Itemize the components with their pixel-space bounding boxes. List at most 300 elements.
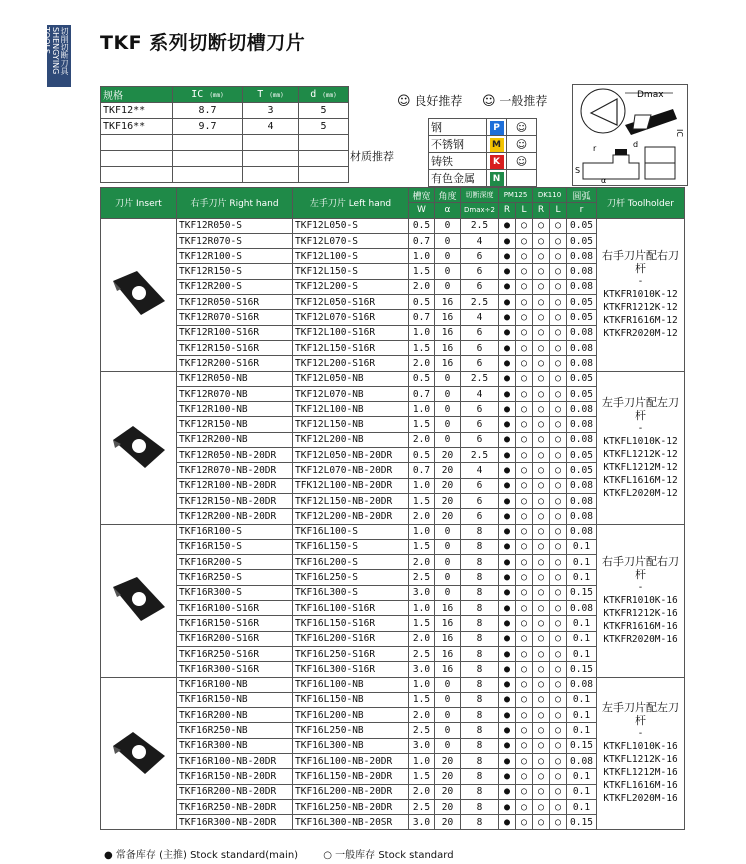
corner-radius: 0.15 <box>567 585 597 600</box>
right-hand-code: TKF12R200-NB <box>177 432 293 447</box>
toolholder-cell <box>597 371 685 524</box>
spec-header-t: T (mm) <box>243 87 299 103</box>
angle: 16 <box>435 325 461 340</box>
cut-depth: 6 <box>461 340 499 355</box>
right-hand-code: TKF16R250-S <box>177 570 293 585</box>
angle: 20 <box>435 463 461 478</box>
spec-ic: 8.7 <box>173 103 243 119</box>
dk110-l-stock: ○ <box>550 264 567 279</box>
table-header-row <box>101 188 685 203</box>
table-row <box>101 524 685 539</box>
corner-radius: 0.05 <box>567 448 597 463</box>
corner-radius: 0.08 <box>567 753 597 768</box>
header-right-hand: 右手刀片 Right hand <box>177 188 293 219</box>
angle: 20 <box>435 784 461 799</box>
dk110-r-stock: ○ <box>533 753 550 768</box>
right-hand-code: TKF12R100-S <box>177 249 293 264</box>
dk110-l-stock: ○ <box>550 570 567 585</box>
angle: 0 <box>435 249 461 264</box>
normal-recommend: ☺ 一般推荐 <box>482 94 548 109</box>
dk110-r-stock: ○ <box>533 233 550 248</box>
corner-radius: 0.05 <box>567 463 597 478</box>
angle: 0 <box>435 233 461 248</box>
corner-radius: 0.08 <box>567 279 597 294</box>
pm125-l-stock: ○ <box>516 417 533 432</box>
cut-depth: 8 <box>461 631 499 646</box>
left-hand-code: TKF12L100-NB <box>293 402 409 417</box>
pm125-r-stock: ● <box>499 555 516 570</box>
insert-image <box>101 524 177 677</box>
pm125-r-stock: ● <box>499 799 516 814</box>
grade-n-badge: N <box>490 172 504 186</box>
dk110-l-stock: ○ <box>550 295 567 310</box>
insert-diagram <box>572 84 688 186</box>
pm125-r-stock: ● <box>499 570 516 585</box>
header-insert: 刀片 Insert <box>101 188 177 219</box>
angle: 0 <box>435 417 461 432</box>
right-hand-code: TKF12R070-NB <box>177 386 293 401</box>
material-name: 钢 <box>429 119 487 136</box>
dk110-r-stock: ○ <box>533 463 550 478</box>
dk110-l-stock: ○ <box>550 524 567 539</box>
pm125-r-stock: ● <box>499 417 516 432</box>
groove-width: 0.7 <box>409 463 435 478</box>
groove-width: 0.7 <box>409 233 435 248</box>
left-hand-code: TKF12L200-NB <box>293 432 409 447</box>
corner-radius: 0.08 <box>567 493 597 508</box>
corner-radius: 0.1 <box>567 570 597 585</box>
subheader-l2: L <box>550 203 567 218</box>
dk110-r-stock: ○ <box>533 585 550 600</box>
dk110-l-stock: ○ <box>550 509 567 524</box>
left-hand-code: TKF12L200-S16R <box>293 356 409 371</box>
corner-radius: 0.1 <box>567 769 597 784</box>
dk110-r-stock: ○ <box>533 570 550 585</box>
cut-depth: 6 <box>461 264 499 279</box>
groove-width: 3.0 <box>409 662 435 677</box>
corner-radius: 0.1 <box>567 646 597 661</box>
alpha-label: α <box>601 176 607 185</box>
corner-radius: 0.1 <box>567 723 597 738</box>
pm125-l-stock: ○ <box>516 478 533 493</box>
corner-radius: 0.08 <box>567 417 597 432</box>
angle: 16 <box>435 616 461 631</box>
right-hand-code: TKF12R050-S16R <box>177 295 293 310</box>
dk110-l-stock: ○ <box>550 371 567 386</box>
dk110-r-stock: ○ <box>533 799 550 814</box>
toolholder-code: KTKFL1212M-16 <box>603 767 678 779</box>
angle: 20 <box>435 769 461 784</box>
left-hand-code: TKF16L200-NB <box>293 708 409 723</box>
dk110-l-stock: ○ <box>550 493 567 508</box>
pm125-r-stock: ● <box>499 295 516 310</box>
smiley-normal-icon: ☺ <box>482 94 496 109</box>
dk110-r-stock: ○ <box>533 692 550 707</box>
header-pm125: PM125 <box>499 188 533 203</box>
header-radius: 圆弧 <box>567 188 597 203</box>
groove-width: 2.0 <box>409 631 435 646</box>
corner-radius: 0.1 <box>567 784 597 799</box>
angle: 0 <box>435 738 461 753</box>
pm125-l-stock: ○ <box>516 295 533 310</box>
toolholder-code: KTKFR1010K-16 <box>603 595 678 607</box>
cut-depth: 8 <box>461 585 499 600</box>
spec-header-name: 规格 <box>101 87 173 103</box>
toolholder-code: KTKFL1010K-16 <box>603 741 678 753</box>
toolholder-code: KTKFL1616M-12 <box>603 474 678 486</box>
subheader-l1: L <box>516 203 533 218</box>
r-label: r <box>593 144 597 153</box>
corner-radius: 0.05 <box>567 218 597 233</box>
left-hand-code: TKF16L100-NB <box>293 677 409 692</box>
spec-t: 3 <box>243 103 299 119</box>
left-hand-code: TKF16L200-S <box>293 555 409 570</box>
groove-width: 1.0 <box>409 524 435 539</box>
pm125-r-stock: ● <box>499 509 516 524</box>
legend <box>104 846 476 861</box>
pm125-l-stock: ○ <box>516 677 533 692</box>
cut-depth: 6 <box>461 249 499 264</box>
toolholder-cell <box>597 524 685 677</box>
toolholder-code: - <box>637 422 644 434</box>
groove-width: 1.0 <box>409 325 435 340</box>
pm125-l-stock: ○ <box>516 708 533 723</box>
angle: 20 <box>435 478 461 493</box>
dk110-l-stock: ○ <box>550 356 567 371</box>
right-hand-code: TKF12R100-NB <box>177 402 293 417</box>
angle: 0 <box>435 386 461 401</box>
angle: 16 <box>435 356 461 371</box>
pm125-l-stock: ○ <box>516 555 533 570</box>
toolholder-code: KTKFL1212K-12 <box>603 448 678 460</box>
cut-depth: 8 <box>461 646 499 661</box>
dk110-l-stock: ○ <box>550 279 567 294</box>
dk110-r-stock: ○ <box>533 325 550 340</box>
pm125-l-stock: ○ <box>516 448 533 463</box>
corner-radius: 0.15 <box>567 662 597 677</box>
pm125-l-stock: ○ <box>516 601 533 616</box>
dk110-r-stock: ○ <box>533 723 550 738</box>
pm125-l-stock: ○ <box>516 646 533 661</box>
groove-width: 1.0 <box>409 677 435 692</box>
side-tab-text: 切削切断刀具 SHENGYING TOOLS <box>42 27 69 75</box>
subheader-r2: R <box>533 203 550 218</box>
toolholder-title: 右手刀片配右刀杆 <box>602 249 679 276</box>
pm125-r-stock: ● <box>499 310 516 325</box>
table-row <box>101 218 685 233</box>
corner-radius: 0.1 <box>567 539 597 554</box>
angle: 16 <box>435 601 461 616</box>
angle: 0 <box>435 555 461 570</box>
dk110-l-stock: ○ <box>550 677 567 692</box>
toolholder-code: KTKFL1212M-12 <box>603 461 678 473</box>
angle: 20 <box>435 753 461 768</box>
cut-depth: 6 <box>461 417 499 432</box>
groove-width: 1.5 <box>409 340 435 355</box>
dk110-l-stock: ○ <box>550 753 567 768</box>
left-hand-code: TKF12L070-NB <box>293 386 409 401</box>
left-hand-code: TKF12L150-NB <box>293 417 409 432</box>
corner-radius: 0.05 <box>567 310 597 325</box>
cut-depth: 2.5 <box>461 371 499 386</box>
material-row <box>429 119 537 136</box>
spec-header-d: d (mm) <box>299 87 349 103</box>
left-hand-code: TKF12L070-S <box>293 233 409 248</box>
dk110-r-stock: ○ <box>533 402 550 417</box>
pm125-l-stock: ○ <box>516 769 533 784</box>
dk110-r-stock: ○ <box>533 646 550 661</box>
insert-s-icon <box>107 261 171 325</box>
toolholder-code: KTKFR1212K-16 <box>603 608 678 620</box>
angle: 16 <box>435 295 461 310</box>
right-hand-code: TKF12R100-S16R <box>177 325 293 340</box>
pm125-l-stock: ○ <box>516 799 533 814</box>
left-hand-code: TKF16L150-NB <box>293 692 409 707</box>
groove-width: 0.5 <box>409 448 435 463</box>
cut-depth: 4 <box>461 233 499 248</box>
left-hand-code: TKF16L250-S <box>293 570 409 585</box>
dk110-r-stock: ○ <box>533 524 550 539</box>
groove-width: 1.5 <box>409 539 435 554</box>
left-hand-code: TKF12L050-NB-20DR <box>293 448 409 463</box>
left-hand-code: TKF16L300-S16R <box>293 662 409 677</box>
left-hand-code: TKF16L300-S <box>293 585 409 600</box>
cut-depth: 8 <box>461 723 499 738</box>
angle: 0 <box>435 708 461 723</box>
pm125-r-stock: ● <box>499 249 516 264</box>
pm125-l-stock: ○ <box>516 463 533 478</box>
left-hand-code: TKF12L050-NB <box>293 371 409 386</box>
dk110-r-stock: ○ <box>533 631 550 646</box>
toolholder-code: - <box>637 276 644 288</box>
right-hand-code: TKF12R150-S16R <box>177 340 293 355</box>
corner-radius: 0.08 <box>567 402 597 417</box>
smiley-icon <box>507 170 537 187</box>
pm125-l-stock: ○ <box>516 570 533 585</box>
s-label: S <box>575 166 581 175</box>
header-depth: 切断深度 <box>461 188 499 203</box>
smiley-icon: ☺ <box>507 119 537 136</box>
angle: 0 <box>435 402 461 417</box>
right-hand-code: TKF12R150-NB <box>177 417 293 432</box>
dk110-l-stock: ○ <box>550 555 567 570</box>
insert-s-icon <box>107 567 171 631</box>
insert-image <box>101 677 177 830</box>
cut-depth: 8 <box>461 708 499 723</box>
cut-depth: 8 <box>461 677 499 692</box>
pm125-l-stock: ○ <box>516 662 533 677</box>
groove-width: 2.0 <box>409 555 435 570</box>
groove-width: 3.0 <box>409 585 435 600</box>
dk110-r-stock: ○ <box>533 249 550 264</box>
corner-radius: 0.08 <box>567 601 597 616</box>
cut-depth: 2.5 <box>461 448 499 463</box>
cut-depth: 6 <box>461 325 499 340</box>
cut-depth: 8 <box>461 799 499 814</box>
pm125-r-stock: ● <box>499 218 516 233</box>
toolholder-code: KTKFR1212K-12 <box>603 302 678 314</box>
dk110-r-stock: ○ <box>533 279 550 294</box>
grade-k-badge: K <box>490 155 504 169</box>
toolholder-code: KTKFL2020M-12 <box>603 487 678 499</box>
corner-radius: 0.15 <box>567 815 597 830</box>
toolholder-code: KTKFR1616M-12 <box>603 315 678 327</box>
legend-normal: ○ 一般库存 Stock standard <box>323 850 454 861</box>
grade-p-badge: P <box>490 121 504 135</box>
dk110-l-stock: ○ <box>550 799 567 814</box>
grade-cell <box>487 136 507 153</box>
pm125-l-stock: ○ <box>516 371 533 386</box>
d-label: d <box>633 140 639 149</box>
pm125-l-stock: ○ <box>516 279 533 294</box>
cut-depth: 6 <box>461 509 499 524</box>
pm125-l-stock: ○ <box>516 264 533 279</box>
pm125-r-stock: ● <box>499 356 516 371</box>
right-hand-code: TKF12R200-S16R <box>177 356 293 371</box>
dk110-l-stock: ○ <box>550 646 567 661</box>
left-hand-code: TKF16L150-NB-20DR <box>293 769 409 784</box>
groove-width: 2.5 <box>409 799 435 814</box>
groove-width: 1.0 <box>409 478 435 493</box>
dk110-l-stock: ○ <box>550 616 567 631</box>
pm125-r-stock: ● <box>499 723 516 738</box>
left-hand-code: TKF12L070-NB-20DR <box>293 463 409 478</box>
cut-depth: 8 <box>461 692 499 707</box>
toolholder-code: KTKFR1010K-12 <box>603 289 678 301</box>
toolholder-code: - <box>637 582 644 594</box>
pm125-r-stock: ● <box>499 815 516 830</box>
pm125-l-stock: ○ <box>516 310 533 325</box>
dk110-r-stock: ○ <box>533 616 550 631</box>
toolholder-code: KTKFL1010K-12 <box>603 435 678 447</box>
right-hand-code: TKF16R250-NB-20DR <box>177 799 293 814</box>
pm125-r-stock: ● <box>499 677 516 692</box>
spec-d: 5 <box>299 103 349 119</box>
spec-empty-row <box>101 135 349 151</box>
pm125-r-stock: ● <box>499 738 516 753</box>
groove-width: 2.0 <box>409 708 435 723</box>
corner-radius: 0.08 <box>567 249 597 264</box>
right-hand-code: TKF16R250-S16R <box>177 646 293 661</box>
angle: 16 <box>435 631 461 646</box>
right-hand-code: TKF16R100-NB <box>177 677 293 692</box>
dk110-l-stock: ○ <box>550 738 567 753</box>
corner-radius: 0.1 <box>567 631 597 646</box>
angle: 20 <box>435 815 461 830</box>
toolholder-code: KTKFR1616M-16 <box>603 621 678 633</box>
right-hand-code: TKF12R050-NB-20DR <box>177 448 293 463</box>
dk110-l-stock: ○ <box>550 432 567 447</box>
dk110-r-stock: ○ <box>533 539 550 554</box>
dk110-r-stock: ○ <box>533 509 550 524</box>
grade-m-badge: M <box>490 138 504 152</box>
toolholder-title: 左手刀片配左刀杆 <box>602 395 679 422</box>
right-hand-code: TKF16R150-NB-20DR <box>177 769 293 784</box>
dk110-r-stock: ○ <box>533 677 550 692</box>
cut-depth: 8 <box>461 662 499 677</box>
subheader-a: α <box>435 203 461 218</box>
left-hand-code: TKF12L150-NB-20DR <box>293 493 409 508</box>
corner-radius: 0.08 <box>567 677 597 692</box>
corner-radius: 0.1 <box>567 799 597 814</box>
angle: 0 <box>435 585 461 600</box>
toolholder-code: KTKFL1212K-16 <box>603 754 678 766</box>
smiley-icon: ☺ <box>507 136 537 153</box>
groove-width: 2.0 <box>409 509 435 524</box>
pm125-r-stock: ● <box>499 340 516 355</box>
dk110-r-stock: ○ <box>533 264 550 279</box>
corner-radius: 0.05 <box>567 233 597 248</box>
pm125-r-stock: ● <box>499 784 516 799</box>
dk110-r-stock: ○ <box>533 356 550 371</box>
angle: 0 <box>435 677 461 692</box>
material-table <box>428 118 537 187</box>
material-row <box>429 153 537 170</box>
pm125-r-stock: ● <box>499 539 516 554</box>
pm125-l-stock: ○ <box>516 218 533 233</box>
grade-cell <box>487 170 507 187</box>
pm125-r-stock: ● <box>499 432 516 447</box>
right-hand-code: TKF12R200-S <box>177 279 293 294</box>
pm125-l-stock: ○ <box>516 325 533 340</box>
insert-image <box>101 218 177 371</box>
groove-width: 2.5 <box>409 570 435 585</box>
right-hand-code: TKF12R070-S16R <box>177 310 293 325</box>
material-name: 铸铁 <box>429 153 487 170</box>
right-hand-code: TKF16R200-S <box>177 555 293 570</box>
good-recommend: ☺ 良好推荐 <box>397 94 463 109</box>
pm125-l-stock: ○ <box>516 692 533 707</box>
groove-width: 2.0 <box>409 784 435 799</box>
groove-width: 3.0 <box>409 815 435 830</box>
left-hand-code: TKF16L150-S16R <box>293 616 409 631</box>
angle: 0 <box>435 524 461 539</box>
insert-nb-icon <box>107 414 171 478</box>
pm125-r-stock: ● <box>499 753 516 768</box>
cut-depth: 6 <box>461 402 499 417</box>
dk110-l-stock: ○ <box>550 723 567 738</box>
pm125-l-stock: ○ <box>516 815 533 830</box>
left-hand-code: TKF16L300-NB-20SR <box>293 815 409 830</box>
dk110-r-stock: ○ <box>533 478 550 493</box>
cut-depth: 8 <box>461 784 499 799</box>
toolholder-title: 右手刀片配右刀杆 <box>602 555 679 582</box>
dk110-r-stock: ○ <box>533 708 550 723</box>
left-hand-code: TKF16L300-NB <box>293 738 409 753</box>
spec-empty-row <box>101 151 349 167</box>
header-toolholder: 刀杆 Toolholder <box>597 188 685 219</box>
page-title: TKF 系列切断切槽刀片 <box>100 32 306 54</box>
header-width: 槽宽 <box>409 188 435 203</box>
pm125-l-stock: ○ <box>516 233 533 248</box>
dk110-l-stock: ○ <box>550 539 567 554</box>
groove-width: 3.0 <box>409 738 435 753</box>
dk110-r-stock: ○ <box>533 386 550 401</box>
left-hand-code: TKF16L100-S16R <box>293 601 409 616</box>
pm125-l-stock: ○ <box>516 616 533 631</box>
spec-header-ic: IC (mm) <box>173 87 243 103</box>
pm125-l-stock: ○ <box>516 784 533 799</box>
cut-depth: 8 <box>461 738 499 753</box>
dk110-r-stock: ○ <box>533 769 550 784</box>
pm125-r-stock: ● <box>499 264 516 279</box>
material-row <box>429 136 537 153</box>
right-hand-code: TKF16R250-NB <box>177 723 293 738</box>
corner-radius: 0.1 <box>567 708 597 723</box>
insert-diagram-svg <box>573 85 687 185</box>
subheader-dmax: Dmax÷2 <box>461 203 499 218</box>
pm125-r-stock: ● <box>499 402 516 417</box>
